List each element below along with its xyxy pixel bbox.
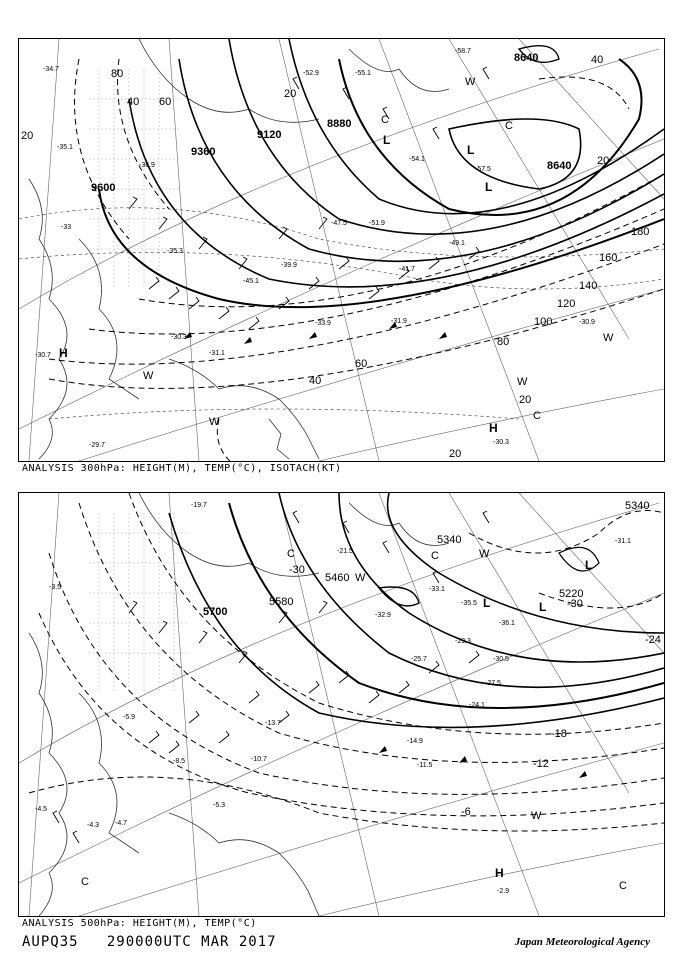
low-pressure-symbol: L [467,143,475,157]
isotach-label: 40 [591,54,604,66]
temp-sample: -3.5 [49,584,62,591]
isotach-label: 80 [497,336,510,348]
temp-sample: -33.1 [429,586,445,593]
low-pressure-symbol: L [539,600,547,614]
height-label-5580: 5580 [269,596,294,608]
height-label-5220: 5220 [559,588,584,600]
isotach-label: 20 [449,448,462,460]
temp-sample: -36.9 [139,162,155,169]
temp-sample: -36.1 [499,620,515,627]
analysis-500hpa-map [18,492,665,917]
isotach-label: 20 [284,88,297,100]
temp-sample: -4.5 [35,806,48,813]
isotach-label: 180 [631,226,650,238]
temp-sample: -52.9 [303,70,319,77]
cold-mark: C [81,876,89,888]
temp-sample: -35.5 [461,600,477,607]
temp-sample: -14.9 [407,738,423,745]
warm-mark: W [531,810,542,822]
map-500hpa-svg [19,493,664,916]
isotach-label: 120 [557,298,576,310]
isotach-label: 80 [111,68,124,80]
low-pressure-symbol: L [585,558,593,572]
temp-sample: -19.7 [191,502,207,509]
temp-sample: -29.3 [455,638,471,645]
temp-sample: -58.7 [455,48,471,55]
temp-sample: -54.1 [409,156,425,163]
valid-time: 290000UTC MAR 2017 [106,934,277,950]
temp-sample: -31.1 [615,538,631,545]
height-label-5340-a: 5340 [437,534,462,546]
isotach-label: 100 [534,316,553,328]
isotach-label: 60 [159,96,172,108]
low-pressure-symbol: L [483,596,491,610]
height-contours-300 [99,39,664,307]
temp-sample: -30.7 [35,352,51,359]
isotach-label: 140 [579,280,598,292]
cold-mark: C [533,410,541,422]
chart-identifier [22,934,277,950]
height-label-5460: 5460 [325,572,350,584]
temp-sample: -27.5 [485,680,501,687]
temp-sample: -4.3 [87,822,100,829]
temp-sample: -35.3 [167,248,183,255]
isotherm-label: -30 [567,598,583,610]
temp-samples-500 [35,502,631,895]
cold-mark: C [431,550,439,562]
temp-sample: -33 [61,224,72,231]
graticule-500 [19,493,664,916]
height-label-9360: 9360 [191,146,216,158]
temp-sample: -24.1 [469,702,485,709]
chart-code: AUPQ35 [22,934,79,950]
temp-sample: -45.1 [243,278,259,285]
temp-sample: -30.9 [579,319,595,326]
temp-sample: -30.3 [493,439,509,446]
temp-sample: -10.7 [251,756,267,763]
cold-mark: C [287,548,295,560]
temp-sample: -32.9 [375,612,391,619]
temp-sample: -8.5 [173,758,186,765]
temp-sample: -21.5 [337,548,353,555]
temp-sample: -4.7 [115,820,128,827]
isotach-label: 40 [127,96,140,108]
agency-name: Japan Meteorological Agency [514,936,650,948]
temp-sample: -25.7 [411,656,427,663]
high-pressure-symbol: H [489,421,498,435]
temp-sample: -30.3 [171,334,187,341]
height-label-8640-a: 8640 [514,52,539,64]
temp-sample: -5.9 [123,714,136,721]
analysis-300hpa-map [18,38,665,462]
temp-sample: -39.9 [281,262,297,269]
height-label-8880: 8880 [327,118,352,130]
temp-sample: -51.9 [369,220,385,227]
warm-mark: W [517,376,528,388]
height-label-9120: 9120 [257,129,282,141]
height-label-9600: 9600 [91,182,116,194]
high-pressure-symbol: H [59,346,68,360]
temp-sample: -41.7 [399,266,415,273]
temp-sample: -33.9 [315,320,331,327]
low-pressure-symbol: L [485,180,493,194]
warm-mark: W [143,370,154,382]
map-300hpa-svg [19,39,664,461]
warm-mark: W [209,416,220,428]
temp-sample: -57.5 [475,166,491,173]
caption-300hpa: ANALYSIS 300hPa: HEIGHT(M), TEMP(°C), ISOTACH(KT) [22,463,342,474]
temp-sample: -2.9 [497,888,510,895]
isotach-label: 20 [519,394,532,406]
cold-mark: C [381,114,389,126]
coastline-300 [29,39,449,459]
cold-mark: C [619,880,627,892]
warm-mark: W [465,76,476,88]
temp-sample: -34.7 [43,66,59,73]
isotherm-label: -6 [461,806,471,818]
isotach-label: 20 [597,155,610,167]
low-pressure-symbol: L [383,133,391,147]
temp-sample: -29.7 [89,442,105,449]
temp-sample: -31.1 [209,350,225,357]
temp-sample: -31.9 [391,318,407,325]
height-label-5700: 5700 [203,606,228,618]
high-pressure-symbol: H [495,866,504,880]
hatching-500 [89,513,189,693]
temp-sample: -55.1 [355,70,371,77]
isotherm-label: -18 [551,728,567,740]
temp-sample: -35.1 [57,144,73,151]
isotach-label: 20 [21,130,34,142]
isotach-label: 40 [309,375,322,387]
caption-500hpa: ANALYSIS 500hPa: HEIGHT(M), TEMP(°C) [22,918,257,929]
isotherm-label: -30 [289,564,305,576]
isotherm-label: -24 [645,634,661,646]
height-label-5340-b: 5340 [625,500,650,512]
isotach-label: 60 [355,358,368,370]
coastline-500 [29,493,449,916]
height-label-8640-b: 8640 [547,160,572,172]
temp-sample: -11.5 [417,762,433,769]
graticule-300 [19,39,664,461]
temp-sample: -47.5 [331,220,347,227]
isotherm-label: -12 [533,758,549,770]
temp-sample: -5.3 [213,802,226,809]
cold-mark: C [505,120,513,132]
isotachs-300 [49,59,664,461]
temp-sample: -49.1 [449,240,465,247]
height-contours-500 [169,493,664,727]
warm-mark: W [603,332,614,344]
temp-sample: -30.5 [493,656,509,663]
temp-sample: -13.7 [265,720,281,727]
isotach-label: 160 [599,252,618,264]
warm-mark: W [355,572,366,584]
warm-mark: W [479,548,490,560]
